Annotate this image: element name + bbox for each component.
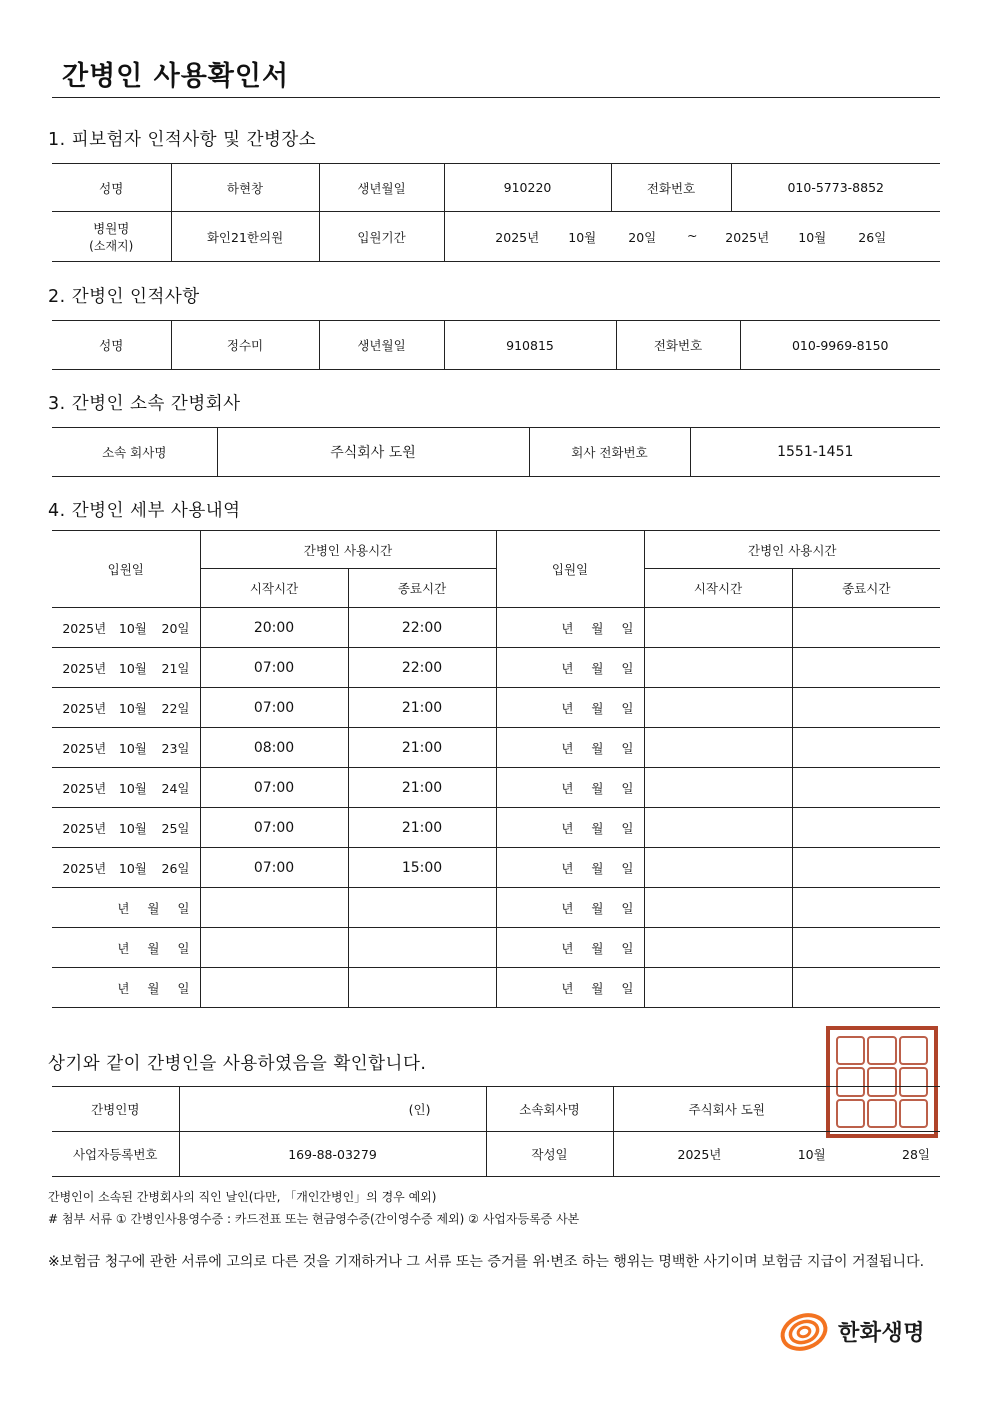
usage-start-time: 20:00 bbox=[200, 608, 348, 648]
caregiver-name: 정수미 bbox=[171, 321, 319, 370]
fraud-warning: ※보험금 청구에 관한 서류에 고의로 다른 것을 기재하거나 그 서류 또는 증거를 위·변조 하는 행위는 명백한 사기이며 보험금 지급이 거절됩니다. bbox=[48, 1254, 925, 1270]
insured-table bbox=[52, 163, 940, 262]
usage-start-time: 07:00 bbox=[200, 808, 348, 848]
usage-row bbox=[52, 728, 940, 768]
usage-date-left bbox=[52, 768, 200, 808]
usage-date-day: 21일 bbox=[161, 660, 190, 676]
usage-table bbox=[52, 530, 940, 1008]
bizno-value: 169-88-03279 bbox=[179, 1132, 486, 1177]
usage-end-header-left: 종료시간 bbox=[348, 569, 496, 608]
usage-date-day: 일 bbox=[621, 740, 634, 756]
usage-date-year: 년 bbox=[117, 900, 130, 916]
usage-date-day: 일 bbox=[621, 820, 634, 836]
usage-date-left bbox=[52, 648, 200, 688]
usage-end-time-right bbox=[792, 728, 940, 768]
period-tilde: ~ bbox=[687, 227, 698, 243]
seal-glyph bbox=[836, 1036, 865, 1065]
usage-date-month: 월 bbox=[591, 780, 604, 796]
usage-date-month: 월 bbox=[591, 820, 604, 836]
usage-date-month: 10월 bbox=[118, 860, 147, 876]
usage-date-month: 월 bbox=[147, 980, 160, 996]
usage-date-right bbox=[496, 648, 644, 688]
admission-period bbox=[444, 212, 940, 262]
usage-date-year: 2025년 bbox=[62, 860, 107, 876]
usage-date-month: 월 bbox=[147, 900, 160, 916]
usage-date-month: 10월 bbox=[118, 660, 147, 676]
usage-start-time-right bbox=[644, 968, 792, 1008]
usage-date-right bbox=[496, 848, 644, 888]
usage-date-day: 일 bbox=[621, 660, 634, 676]
usage-start-time-right bbox=[644, 608, 792, 648]
usage-row bbox=[52, 808, 940, 848]
usage-row bbox=[52, 848, 940, 888]
document-title: 간병인 사용확인서 bbox=[62, 61, 290, 92]
attachment-note: # 첨부 서류 ① 간병인사용영수증 : 카드전표 또는 현금영수증(간이영수증 제외) ② 사업자등록증 사본 bbox=[48, 1212, 580, 1226]
usage-date-day: 일 bbox=[177, 900, 190, 916]
usage-start-time: 07:00 bbox=[200, 688, 348, 728]
usage-date-month: 월 bbox=[591, 860, 604, 876]
usage-date-year: 년 bbox=[561, 940, 574, 956]
period-start-month: 10월 bbox=[568, 229, 597, 245]
usage-date-day: 일 bbox=[621, 860, 634, 876]
period-label: 입원기간 bbox=[319, 212, 444, 262]
usage-time-header-right: 간병인 사용시간 bbox=[644, 531, 940, 569]
period-end-year: 2025년 bbox=[725, 229, 770, 245]
usage-date-day: 일 bbox=[177, 940, 190, 956]
usage-date-left bbox=[52, 848, 200, 888]
caregiver-phone-label: 전화번호 bbox=[616, 321, 740, 370]
usage-date-month: 10월 bbox=[118, 700, 147, 716]
company-phone: 1551-1451 bbox=[690, 428, 940, 477]
usage-start-time bbox=[200, 888, 348, 928]
usage-start-time bbox=[200, 928, 348, 968]
caregiver-phone: 010-9969-8150 bbox=[740, 321, 940, 370]
usage-row bbox=[52, 968, 940, 1008]
caregiver-birth-label: 생년월일 bbox=[319, 321, 444, 370]
usage-date-day: 일 bbox=[621, 980, 634, 996]
seal-note: 간병인이 소속된 간병회사의 직인 날인(다만, 「개인간병인」의 경우 예외) bbox=[48, 1190, 437, 1204]
company-phone-label: 회사 전화번호 bbox=[529, 428, 690, 477]
usage-date-day: 25일 bbox=[161, 820, 190, 836]
usage-end-time-right bbox=[792, 768, 940, 808]
caregiver-sign-label: 간병인명 bbox=[52, 1087, 179, 1132]
company-table bbox=[52, 427, 940, 477]
usage-end-time-right bbox=[792, 648, 940, 688]
written-date-label: 작성일 bbox=[486, 1132, 613, 1177]
usage-date-day: 22일 bbox=[161, 700, 190, 716]
usage-date-right bbox=[496, 968, 644, 1008]
usage-end-time-right bbox=[792, 888, 940, 928]
usage-date-right bbox=[496, 888, 644, 928]
period-start-year: 2025년 bbox=[495, 229, 540, 245]
usage-start-time-right bbox=[644, 728, 792, 768]
usage-end-time: 22:00 bbox=[348, 648, 496, 688]
insured-phone-label: 전화번호 bbox=[611, 164, 731, 212]
section-3-heading: 3. 간병인 소속 간병회사 bbox=[48, 394, 241, 414]
usage-start-header-left: 시작시간 bbox=[200, 569, 348, 608]
usage-row bbox=[52, 608, 940, 648]
written-date bbox=[613, 1132, 940, 1177]
usage-start-time-right bbox=[644, 928, 792, 968]
company-logo bbox=[778, 1308, 925, 1354]
usage-end-time: 21:00 bbox=[348, 728, 496, 768]
hospital-name: 화인21한의원 bbox=[171, 212, 319, 262]
usage-date-day: 일 bbox=[621, 700, 634, 716]
usage-end-time-right bbox=[792, 968, 940, 1008]
usage-date-month: 월 bbox=[147, 940, 160, 956]
written-date-day: 28일 bbox=[902, 1147, 930, 1162]
caregiver-birth: 910815 bbox=[444, 321, 616, 370]
usage-date-month: 월 bbox=[591, 620, 604, 636]
usage-end-time-right bbox=[792, 608, 940, 648]
usage-date-year: 년 bbox=[561, 620, 574, 636]
usage-date-month: 10월 bbox=[118, 780, 147, 796]
usage-end-time-right bbox=[792, 928, 940, 968]
usage-start-time bbox=[200, 968, 348, 1008]
usage-start-time-right bbox=[644, 808, 792, 848]
usage-date-left bbox=[52, 728, 200, 768]
usage-end-time-right bbox=[792, 688, 940, 728]
usage-date-right bbox=[496, 928, 644, 968]
written-date-month: 10월 bbox=[797, 1147, 826, 1162]
usage-date-year: 년 bbox=[561, 980, 574, 996]
usage-end-time: 21:00 bbox=[348, 688, 496, 728]
section-4-heading: 4. 간병인 세부 사용내역 bbox=[48, 501, 241, 521]
usage-date-left bbox=[52, 608, 200, 648]
usage-row bbox=[52, 928, 940, 968]
usage-date-month: 월 bbox=[591, 660, 604, 676]
usage-end-time bbox=[348, 968, 496, 1008]
usage-date-year: 년 bbox=[561, 780, 574, 796]
usage-start-time: 07:00 bbox=[200, 648, 348, 688]
usage-date-header-left: 입원일 bbox=[52, 531, 200, 608]
usage-date-month: 10월 bbox=[118, 620, 147, 636]
usage-end-time: 21:00 bbox=[348, 808, 496, 848]
usage-date-day: 23일 bbox=[161, 740, 190, 756]
company-name: 주식회사 도원 bbox=[217, 428, 529, 477]
usage-date-month: 10월 bbox=[118, 820, 147, 836]
usage-date-year: 년 bbox=[117, 940, 130, 956]
usage-date-month: 월 bbox=[591, 900, 604, 916]
usage-date-day: 26일 bbox=[161, 860, 190, 876]
usage-date-day: 일 bbox=[177, 980, 190, 996]
usage-date-year: 년 bbox=[561, 860, 574, 876]
usage-start-time-right bbox=[644, 888, 792, 928]
hanwha-logo-icon bbox=[778, 1308, 832, 1354]
signature-table bbox=[52, 1086, 940, 1177]
usage-date-header-right: 입원일 bbox=[496, 531, 644, 608]
usage-start-time-right bbox=[644, 648, 792, 688]
hospital-label-line1: 병원명 bbox=[93, 221, 130, 236]
insured-name: 하현창 bbox=[171, 164, 319, 212]
usage-date-year: 년 bbox=[561, 740, 574, 756]
bizno-label: 사업자등록번호 bbox=[52, 1132, 179, 1177]
insured-birth: 910220 bbox=[444, 164, 611, 212]
usage-start-time: 07:00 bbox=[200, 848, 348, 888]
usage-end-time bbox=[348, 928, 496, 968]
insured-birth-label: 생년월일 bbox=[319, 164, 444, 212]
usage-date-year: 2025년 bbox=[62, 700, 107, 716]
usage-date-left bbox=[52, 688, 200, 728]
usage-date-right bbox=[496, 608, 644, 648]
usage-date-year: 년 bbox=[561, 900, 574, 916]
usage-date-year: 년 bbox=[117, 980, 130, 996]
usage-date-year: 년 bbox=[561, 700, 574, 716]
usage-date-day: 20일 bbox=[161, 620, 190, 636]
usage-start-time-right bbox=[644, 688, 792, 728]
usage-date-right bbox=[496, 768, 644, 808]
usage-date-right bbox=[496, 808, 644, 848]
usage-date-month: 월 bbox=[591, 940, 604, 956]
usage-start-time: 07:00 bbox=[200, 768, 348, 808]
usage-row bbox=[52, 888, 940, 928]
usage-date-day: 24일 bbox=[161, 780, 190, 796]
usage-end-time: 15:00 bbox=[348, 848, 496, 888]
usage-date-day: 일 bbox=[621, 780, 634, 796]
period-start-day: 20일 bbox=[628, 229, 657, 245]
section-2-heading: 2. 간병인 인적사항 bbox=[48, 287, 200, 307]
title-divider bbox=[52, 97, 940, 98]
caregiver-name-label: 성명 bbox=[52, 321, 171, 370]
confirmation-statement: 상기와 같이 간병인을 사용하였음을 확인합니다. bbox=[48, 1054, 427, 1074]
usage-row bbox=[52, 768, 940, 808]
usage-date-year: 2025년 bbox=[62, 740, 107, 756]
usage-start-time-right bbox=[644, 768, 792, 808]
usage-date-left bbox=[52, 968, 200, 1008]
usage-row bbox=[52, 688, 940, 728]
usage-date-left bbox=[52, 808, 200, 848]
usage-date-day: 일 bbox=[621, 940, 634, 956]
hospital-label bbox=[52, 212, 171, 262]
insured-name-label: 성명 bbox=[52, 164, 171, 212]
usage-date-year: 2025년 bbox=[62, 620, 107, 636]
usage-date-month: 월 bbox=[591, 980, 604, 996]
seal-glyph bbox=[899, 1036, 928, 1065]
period-end-month: 10월 bbox=[798, 229, 827, 245]
usage-row bbox=[52, 648, 940, 688]
company-name-label: 소속 회사명 bbox=[52, 428, 217, 477]
caregiver-table bbox=[52, 320, 940, 370]
usage-end-time bbox=[348, 888, 496, 928]
usage-date-day: 일 bbox=[621, 900, 634, 916]
section-1-heading: 1. 피보험자 인적사항 및 간병장소 bbox=[48, 130, 317, 150]
usage-date-left bbox=[52, 888, 200, 928]
period-end-day: 26일 bbox=[858, 229, 887, 245]
company-logo-text: 한화생명 bbox=[838, 1320, 926, 1346]
usage-date-left bbox=[52, 928, 200, 968]
sign-company-label: 소속회사명 bbox=[486, 1087, 613, 1132]
usage-start-header-right: 시작시간 bbox=[644, 569, 792, 608]
usage-date-right bbox=[496, 728, 644, 768]
sign-company-name: 주식회사 도원 bbox=[613, 1087, 940, 1132]
usage-date-year: 2025년 bbox=[62, 780, 107, 796]
caregiver-seal-mark: (인) bbox=[179, 1087, 486, 1132]
usage-date-day: 일 bbox=[621, 620, 634, 636]
usage-end-time-right bbox=[792, 848, 940, 888]
usage-date-month: 월 bbox=[591, 700, 604, 716]
usage-end-time-right bbox=[792, 808, 940, 848]
usage-date-year: 년 bbox=[561, 660, 574, 676]
usage-date-month: 10월 bbox=[118, 740, 147, 756]
usage-date-year: 2025년 bbox=[62, 660, 107, 676]
usage-time-header-left: 간병인 사용시간 bbox=[200, 531, 496, 569]
usage-start-time-right bbox=[644, 848, 792, 888]
usage-date-right bbox=[496, 688, 644, 728]
seal-glyph bbox=[867, 1036, 896, 1065]
written-date-year: 2025년 bbox=[677, 1147, 722, 1162]
insured-phone: 010-5773-8852 bbox=[731, 164, 940, 212]
usage-end-time: 21:00 bbox=[348, 768, 496, 808]
usage-end-header-right: 종료시간 bbox=[792, 569, 940, 608]
usage-date-year: 2025년 bbox=[62, 820, 107, 836]
usage-start-time: 08:00 bbox=[200, 728, 348, 768]
usage-date-month: 월 bbox=[591, 740, 604, 756]
hospital-label-line2: (소재지) bbox=[89, 239, 134, 253]
usage-end-time: 22:00 bbox=[348, 608, 496, 648]
usage-date-year: 년 bbox=[561, 820, 574, 836]
